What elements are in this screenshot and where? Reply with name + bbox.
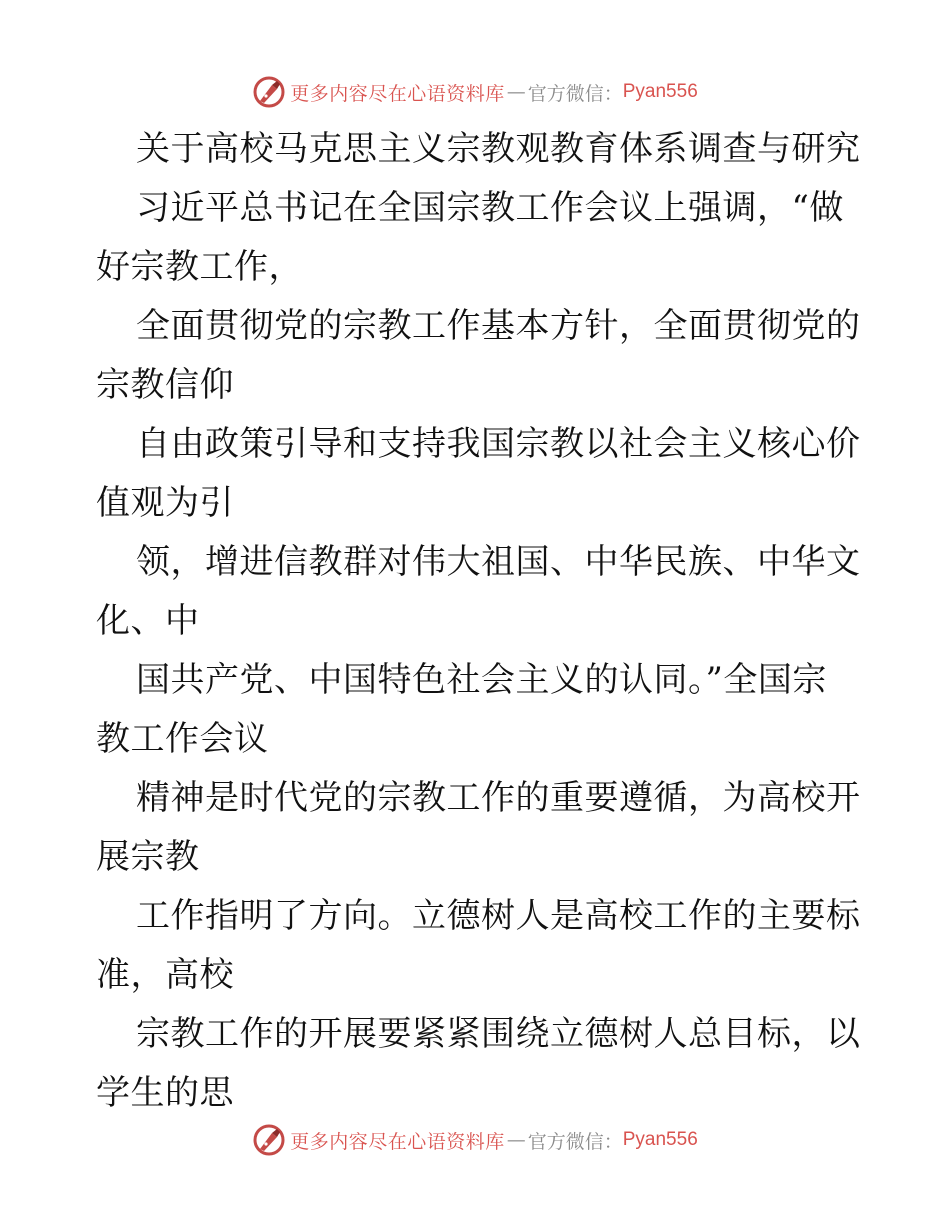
paragraph-line: 学生的思 [96,1073,234,1113]
paragraph-line: 精神是时代党的宗教工作的重要遵循，为高校开 [136,778,861,818]
watermark-dash: — [506,81,526,103]
watermark-secondary-text: 官方微信： [527,82,623,105]
paragraph-line: 准，高校 [96,955,234,995]
pen-nib-circle-icon [252,75,286,109]
paragraph-line: 值观为引 [96,483,234,523]
watermark-dash: — [506,1129,526,1151]
paragraph-line: 展宗教 [96,837,200,877]
paragraph-line: 习近平总书记在全国宗教工作会议上强调，“做 [136,188,844,228]
watermark-footer [0,1118,950,1162]
watermark-wechat-id: Pyan556 [622,1129,698,1150]
paragraph-line: 工作指明了方向。立德树人是高校工作的主要标 [136,896,861,936]
paragraph-line: 领，增进信教群对伟大祖国、中华民族、中华文 [136,542,861,582]
paragraph-line: 宗教信仰 [96,365,234,405]
paragraph-line: 好宗教工作， [96,247,303,287]
document-title: 关于高校马克思主义宗教观教育体系调查与研究 [136,129,861,169]
watermark-wechat-id: Pyan556 [622,81,698,102]
paragraph-line: 宗教工作的开展要紧紧围绕立德树人总目标，以 [136,1014,861,1054]
paragraph-line: 教工作会议 [96,719,269,759]
paragraph-line: 自由政策引导和支持我国宗教以社会主义核心价 [136,424,861,464]
paragraph-line: 化、中 [96,601,200,641]
paragraph-line: 全面贯彻党的宗教工作基本方针，全面贯彻党的 [136,306,861,346]
watermark-secondary-text: 官方微信： [527,1130,623,1153]
document-body [96,120,861,1123]
paragraph-line: 国共产党、中国特色社会主义的认同。”全国宗 [136,660,827,700]
pen-nib-circle-icon [252,1123,286,1157]
watermark-primary-text: 更多内容尽在心语资料库 [290,1130,505,1153]
watermark-header [0,70,950,114]
watermark-primary-text: 更多内容尽在心语资料库 [290,82,505,105]
